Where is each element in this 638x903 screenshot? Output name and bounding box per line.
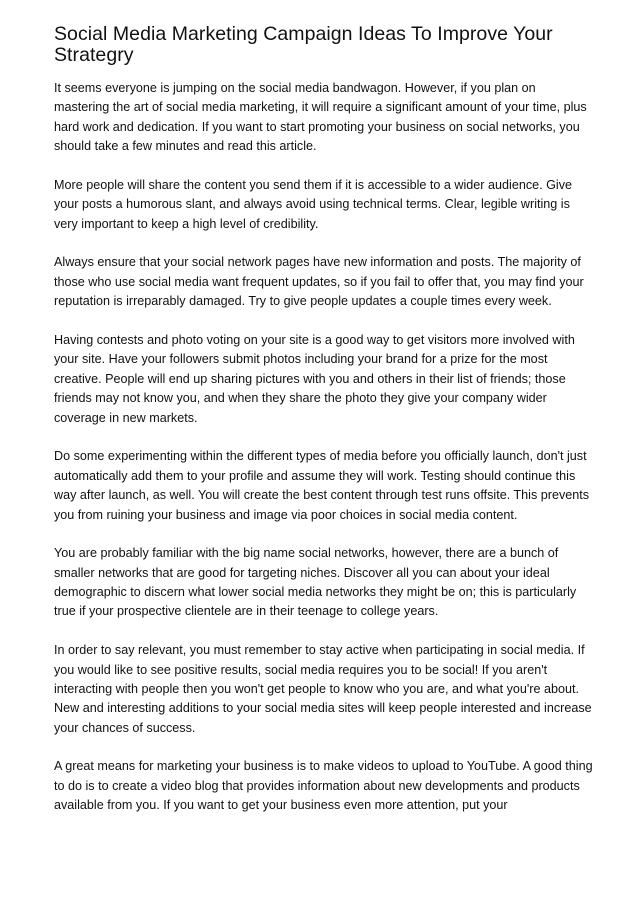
document-page [54,24,594,816]
paragraph-7: In order to say relevant, you must remember to stay active when participating in social media. If you would like to see positive results, social media requires you to be social! If you aren't interacting with people then you won't get people to know who you are, and what you're about. New and interesting additions to your social media sites will keep people interested and increase your chances of success. [54,643,592,735]
page-title: Social Media Marketing Campaign Ideas To Improve Your Strategry [54,23,553,66]
paragraph-1: It seems everyone is jumping on the social media bandwagon. However, if you plan on mastering the art of social media marketing, it will require a significant amount of your time, plus hard work and dedication. If you want to start promoting your business on social networks, you should take a few minutes and read this article. [54,81,587,154]
paragraph-6: You are probably familiar with the big name social networks, however, there are a bunch of smaller networks that are good for targeting niches. Discover all you can about your ideal demographic to discern what lower social media networks they might be on; this is particularly true if your prospective clientele are in their teenage to college years. [54,546,577,619]
paragraph-5: Do some experimenting within the different types of media before you officially launch, don't just automatically add them to your profile and assume they will work. Testing should continue this way after launch, as well. You will create the best content through test runs offsite. This prevents you from ruining your business and image via poor choices in social media content. [54,449,590,522]
paragraph-3: Always ensure that your social network pages have new information and posts. The majority of those who use social media want frequent updates, so if you fail to offer that, you may find your reputation is irreparably damaged. Try to give people updates a couple times every week. [54,255,584,309]
paragraph-8: A great means for marketing your business is to make videos to upload to YouTube. A good thing to do is to create a video blog that provides information about new developments and products available from you. If you want to get your business even more attention, put your [54,759,593,813]
paragraph-4: Having contests and photo voting on your site is a good way to get visitors more involved with your site. Have your followers submit photos including your brand for a prize for the most creative. People will end up sharing pictures with you and others in their list of friends; those friends may not know you, and when they share the photo they give your company wider coverage in new markets. [54,332,575,425]
paragraph-2: More people will share the content you send them if it is accessible to a wider audience. Give your posts a humorous slant, and always avoid using technical terms. Clear, legible writing is very important to keep a high level of credibility. [54,177,573,231]
